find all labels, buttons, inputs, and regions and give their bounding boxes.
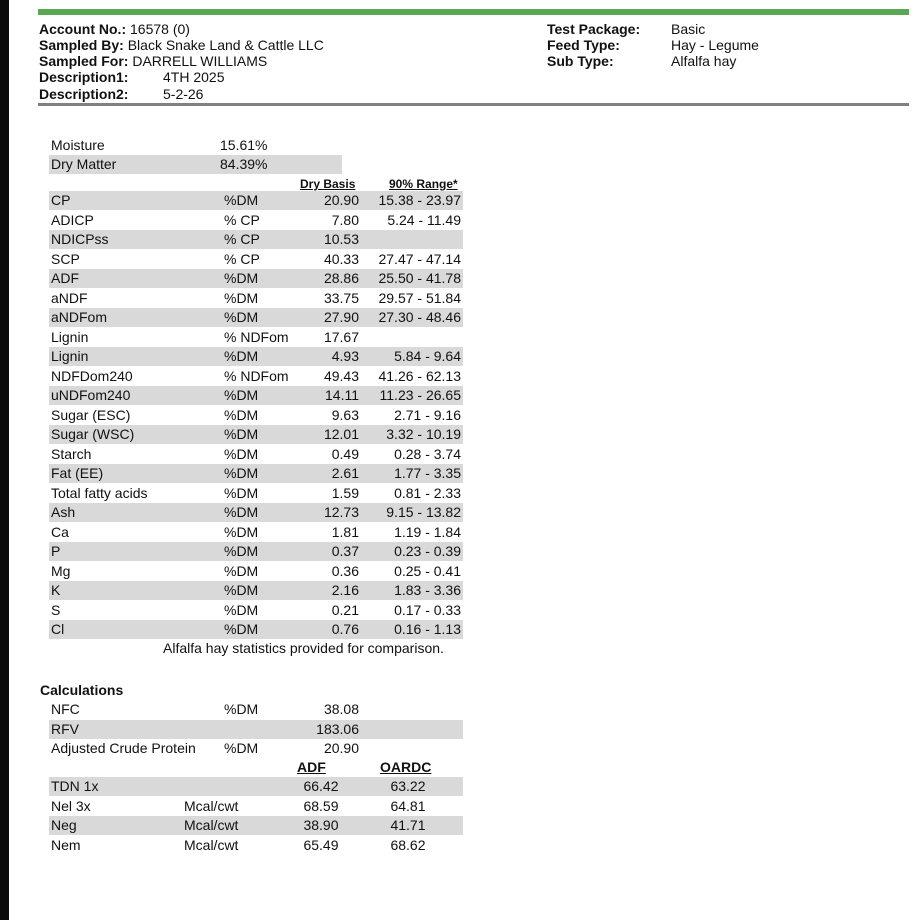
calculation-value: 183.06 <box>316 720 359 737</box>
dry-matter-row <box>49 155 342 174</box>
nutrient-unit: %DM <box>224 504 259 520</box>
calculation-name: Adjusted Crude Protein <box>51 740 196 756</box>
nutrient-unit: %DM <box>224 543 259 559</box>
description1-value: 4TH 2025 <box>163 69 225 85</box>
account-number: Account No.: 16578 (0) <box>39 21 190 37</box>
nutrient-name: Fat (EE) <box>51 465 104 481</box>
nutrient-name: SCP <box>51 250 80 267</box>
energy-row <box>49 816 463 835</box>
nutrient-row <box>49 484 463 503</box>
energy-oardc-value: 68.62 <box>390 836 426 853</box>
nutrient-name: Mg <box>51 562 71 579</box>
nutrient-name: CP <box>51 192 71 208</box>
nutrient-range: 1.83 - 3.36 <box>394 582 461 598</box>
dry-matter-label: Dry Matter <box>51 156 117 172</box>
nutrient-row <box>49 601 463 620</box>
nutrient-row <box>49 230 463 249</box>
nutrient-unit: % CP <box>224 211 260 228</box>
nutrient-name: Sugar (ESC) <box>51 406 131 423</box>
nutrient-row <box>49 562 463 581</box>
sampled-by: Sampled By: Black Snake Land & Cattle LLC <box>39 37 324 53</box>
energy-oardc-value: 63.22 <box>390 778 426 794</box>
sampled-for: Sampled For: DARRELL WILLIAMS <box>39 53 268 69</box>
nutrient-row <box>49 250 463 269</box>
nutrient-unit: %DM <box>224 289 259 306</box>
nutrient-row <box>49 464 463 483</box>
nutrient-row <box>49 269 463 288</box>
sub-type-value: Alfalfa hay <box>671 53 737 69</box>
nutrient-unit: %DM <box>224 309 259 325</box>
nutrient-value: 7.80 <box>331 211 359 228</box>
calculation-unit: %DM <box>224 740 259 756</box>
calculation-value: 20.90 <box>323 740 359 756</box>
energy-name: Neg <box>51 817 77 833</box>
nutrient-row <box>49 289 463 308</box>
calculation-name: RFV <box>51 720 79 737</box>
energy-oardc-value: 64.81 <box>390 797 426 814</box>
nutrient-row <box>49 503 463 522</box>
nutrient-unit: %DM <box>224 465 259 481</box>
nutrient-name: Ash <box>51 504 76 520</box>
nutrient-unit: %DM <box>224 192 259 208</box>
nutrient-unit: %DM <box>224 445 259 462</box>
nutrient-value: 0.36 <box>331 562 359 579</box>
nutrient-unit: %DM <box>224 406 259 423</box>
energy-row <box>49 836 463 855</box>
nutrient-range: 27.30 - 48.46 <box>378 309 461 325</box>
nutrient-range: 0.25 - 0.41 <box>394 562 461 579</box>
nutrient-value: 1.59 <box>331 484 359 501</box>
nutrient-range: 5.84 - 9.64 <box>394 348 461 364</box>
nutrient-unit: %DM <box>224 426 259 442</box>
calculation-row <box>49 700 463 719</box>
energy-oardc-value: 41.71 <box>390 817 426 833</box>
energy-unit: Mcal/cwt <box>184 817 239 833</box>
nutrient-name: NDFDom240 <box>51 367 133 384</box>
calculation-value: 38.08 <box>323 701 359 717</box>
nutrient-unit: %DM <box>224 562 259 579</box>
nutrient-row <box>49 191 463 210</box>
test-package-label: Test Package: <box>547 21 641 37</box>
nutrient-row <box>49 445 463 464</box>
nutrient-unit: %DM <box>224 582 259 598</box>
nutrient-row <box>49 328 463 347</box>
nutrient-unit: %DM <box>224 523 259 540</box>
nutrient-unit: %DM <box>224 348 259 364</box>
nutrient-value: 2.16 <box>331 582 359 598</box>
feed-type-label: Feed Type: <box>547 37 620 53</box>
nutrient-name: Lignin <box>51 328 89 345</box>
nutrient-range: 41.26 - 62.13 <box>378 367 461 384</box>
nutrient-row <box>49 523 463 542</box>
nutrient-name: Ca <box>51 523 69 540</box>
nutrient-row <box>49 347 463 366</box>
nutrient-range: 9.15 - 13.82 <box>386 504 461 520</box>
range-header: 90% Range* <box>389 177 458 191</box>
nutrient-range: 2.71 - 9.16 <box>394 406 461 423</box>
calculation-row <box>49 720 463 739</box>
nutrient-row <box>49 425 463 444</box>
nutrient-value: 0.37 <box>331 543 359 559</box>
nutrient-range: 0.28 - 3.74 <box>394 445 461 462</box>
energy-name: TDN 1x <box>51 778 99 794</box>
nutrient-row <box>49 620 463 639</box>
nutrient-value: 49.43 <box>323 367 359 384</box>
nutrient-range: 0.23 - 0.39 <box>394 543 461 559</box>
sub-type-label: Sub Type: <box>547 53 614 69</box>
energy-unit: Mcal/cwt <box>184 797 239 814</box>
header-bottom-rule <box>38 103 909 106</box>
nutrient-row <box>49 211 463 230</box>
energy-name: Nem <box>51 836 81 853</box>
energy-name: Nel 3x <box>51 797 91 814</box>
nutrient-unit: % CP <box>224 250 260 267</box>
nutrient-value: 28.86 <box>323 270 359 286</box>
nutrient-value: 20.90 <box>323 192 359 208</box>
nutrient-unit: %DM <box>224 621 259 637</box>
nutrient-value: 33.75 <box>323 289 359 306</box>
moisture-row <box>49 136 342 155</box>
header-top-rule <box>38 9 909 15</box>
description2: Description2: <box>39 86 129 102</box>
nutrient-range: 3.32 - 10.19 <box>386 426 461 442</box>
nutrient-value: 2.61 <box>331 465 359 481</box>
nutrient-name: Cl <box>51 621 65 637</box>
nutrient-range: 5.24 - 11.49 <box>387 211 461 228</box>
nutrient-row <box>49 542 463 561</box>
energy-unit: Mcal/cwt <box>184 836 239 853</box>
nutrient-name: Total fatty acids <box>51 484 148 501</box>
description1: Description1: <box>39 69 129 85</box>
nutrient-name: NDICPss <box>51 231 109 247</box>
nutrient-row <box>49 386 463 405</box>
nutrient-value: 4.93 <box>331 348 359 364</box>
nutrient-name: S <box>51 601 61 618</box>
dry-basis-header: Dry Basis <box>300 177 356 191</box>
nutrient-range: 0.16 - 1.13 <box>394 621 461 637</box>
nutrient-range: 0.17 - 0.33 <box>394 601 461 618</box>
nutrient-name: aNDF <box>51 289 88 306</box>
nutrient-value: 0.76 <box>331 621 359 637</box>
nutrient-name: Starch <box>51 445 92 462</box>
nutrient-unit: %DM <box>224 270 259 286</box>
calculation-name: NFC <box>51 701 80 717</box>
nutrient-range: 29.57 - 51.84 <box>378 289 461 306</box>
nutrient-name: Sugar (WSC) <box>51 426 135 442</box>
nutrient-value: 9.63 <box>331 406 359 423</box>
energy-adf-value: 65.49 <box>303 836 339 853</box>
feed-type-value: Hay - Legume <box>671 37 759 53</box>
test-package-value: Basic <box>671 21 706 37</box>
energy-adf-value: 68.59 <box>303 797 339 814</box>
nutrient-range: 0.81 - 2.33 <box>394 484 461 501</box>
energy-row <box>49 777 463 796</box>
nutrient-name: Lignin <box>51 348 89 364</box>
nutrient-value: 40.33 <box>323 250 359 267</box>
scan-edge <box>0 0 9 920</box>
nutrient-name: P <box>51 543 61 559</box>
dry-matter-value: 84.39% <box>220 156 268 172</box>
nutrient-unit: %DM <box>224 601 259 618</box>
nutrient-unit: %DM <box>224 387 259 403</box>
calculation-row <box>49 739 463 758</box>
nutrient-range: 1.19 - 1.84 <box>394 523 461 540</box>
nutrient-range: 25.50 - 41.78 <box>378 270 461 286</box>
nutrient-value: 12.73 <box>323 504 359 520</box>
nutrient-value: 10.53 <box>323 231 359 247</box>
nutrient-range: 1.77 - 3.35 <box>394 465 461 481</box>
nutrient-value: 14.11 <box>325 387 359 403</box>
nutrient-name: ADICP <box>51 211 94 228</box>
energy-row <box>49 797 463 816</box>
nutrient-unit: %DM <box>224 484 259 501</box>
nutrient-row <box>49 406 463 425</box>
nutrient-value: 1.81 <box>331 523 359 540</box>
calculations-title: Calculations <box>40 682 124 698</box>
nutrient-range: 11.23 - 26.65 <box>379 387 461 403</box>
moisture-label: Moisture <box>51 137 105 153</box>
nutrient-name: K <box>51 582 61 598</box>
nutrient-name: uNDFom240 <box>51 387 131 403</box>
nutrient-value: 27.90 <box>323 309 359 325</box>
nutrient-range: 27.47 - 47.14 <box>378 250 461 267</box>
nutrient-range: 15.38 - 23.97 <box>378 192 461 208</box>
moisture-value: 15.61% <box>220 137 268 153</box>
nutrient-unit: % NDFom <box>224 367 289 384</box>
oardc-header: OARDC <box>380 759 432 775</box>
nutrient-row <box>49 581 463 600</box>
nutrient-value: 0.49 <box>331 445 359 462</box>
nutrient-row <box>49 367 463 386</box>
nutrient-row <box>49 308 463 327</box>
nutrient-name: ADF <box>51 270 79 286</box>
energy-adf-value: 38.90 <box>303 817 339 833</box>
calculation-unit: %DM <box>224 701 259 717</box>
nutrient-value: 12.01 <box>323 426 359 442</box>
nutrient-name: aNDFom <box>51 309 108 325</box>
description2-value: 5-2-26 <box>163 86 204 102</box>
comparison-note: Alfalfa hay statistics provided for comparison. <box>163 640 444 656</box>
nutrient-value: 0.21 <box>331 601 359 618</box>
energy-adf-value: 66.42 <box>303 778 339 794</box>
adf-header: ADF <box>297 759 326 775</box>
nutrient-unit: % NDFom <box>224 328 289 345</box>
nutrient-unit: % CP <box>224 231 260 247</box>
nutrient-value: 17.67 <box>323 328 359 345</box>
